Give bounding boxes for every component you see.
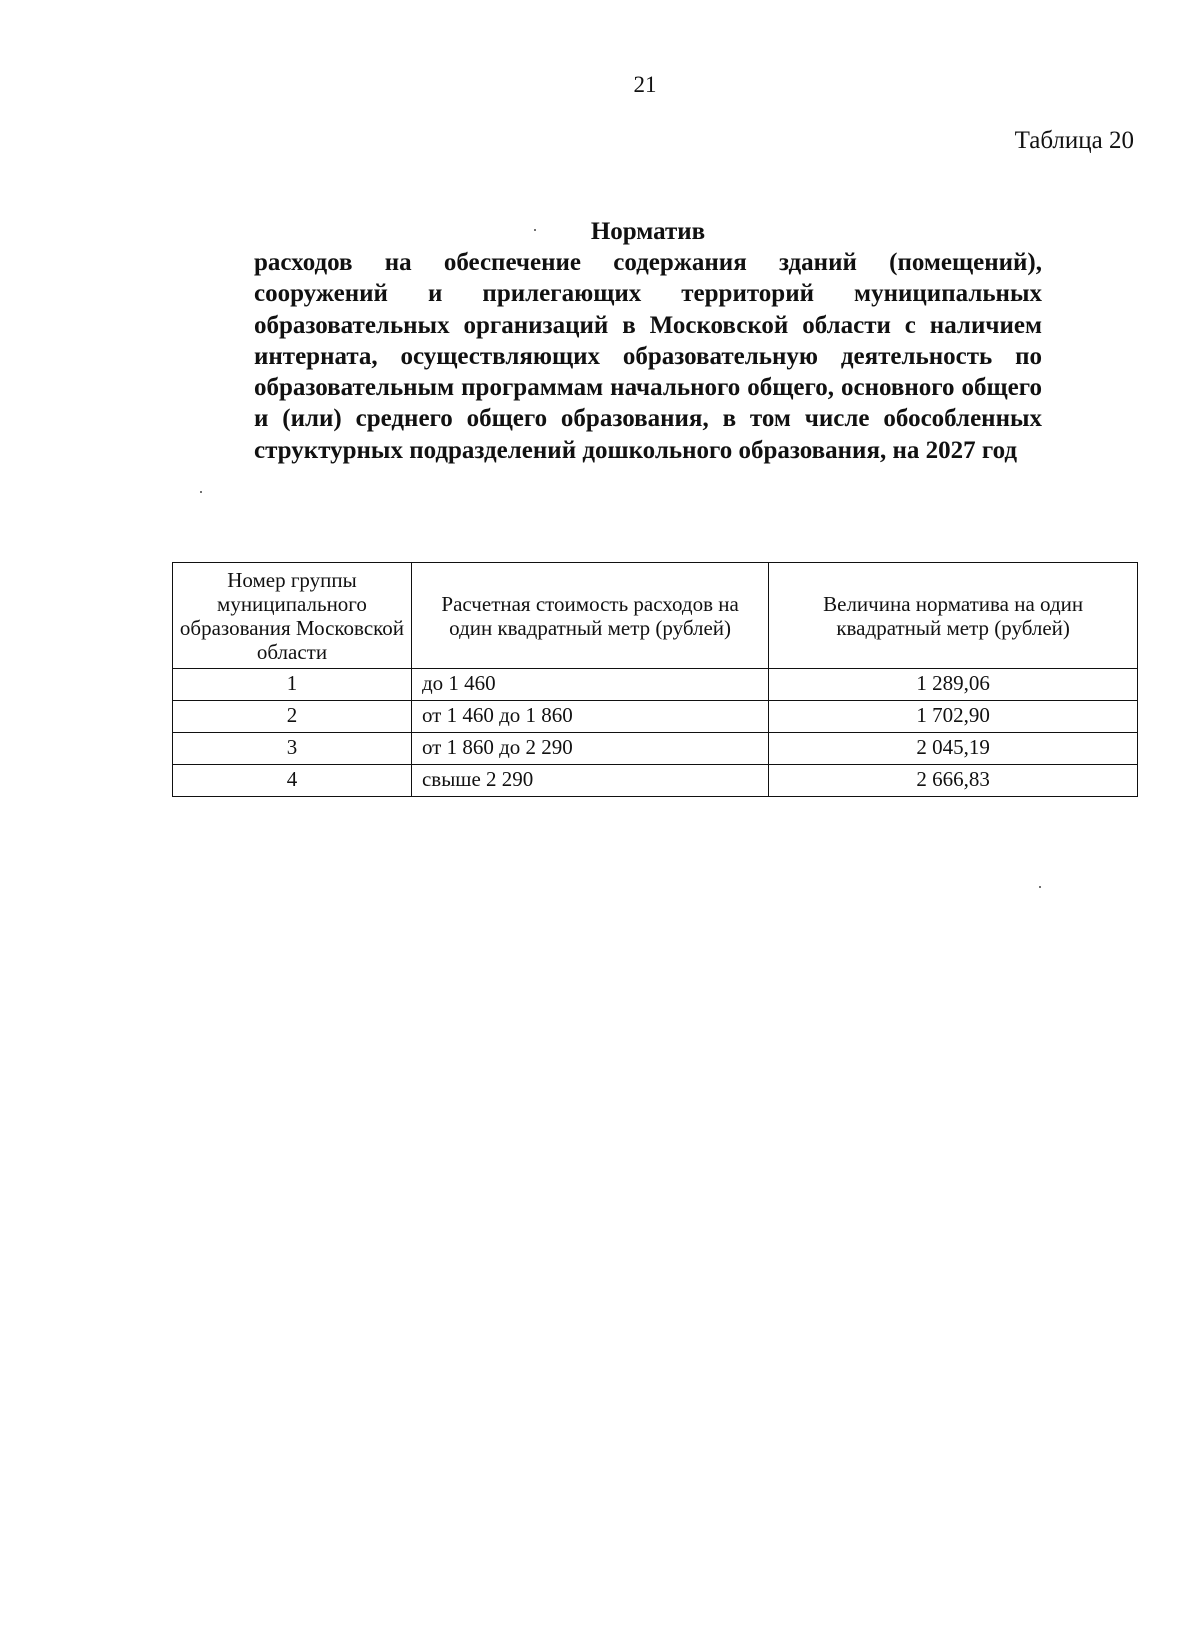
cell-cost: до 1 460 <box>411 669 768 701</box>
scan-speck <box>1039 886 1041 888</box>
document-title: Норматив <box>590 218 706 245</box>
table-row <box>173 733 1138 765</box>
cell-cost: свыше 2 290 <box>411 765 768 797</box>
scan-speck <box>200 491 202 493</box>
cell-cost: от 1 460 до 1 860 <box>411 701 768 733</box>
cell-group: 4 <box>173 765 412 797</box>
header-group-number: Номер группы муниципального образования Московской области <box>173 563 412 669</box>
document-subtitle: расходов на обеспечение содержания зданий (помещений), сооружений и прилегающих территорий муниципальных образовательных организаций в Московской области с наличием интерната, осуществляющих образовательную деятельность по образовательным программам начального общего, основного общего и (или) среднего общего образования, в том числе обособленных структурных подразделений дошкольного образования, на 2027 год <box>254 249 1042 464</box>
table-row <box>173 701 1138 733</box>
table-row <box>173 669 1138 701</box>
header-norm-value: Величина норматива на один квадратный метр (рублей) <box>769 563 1138 669</box>
table-row <box>173 765 1138 797</box>
cell-norm: 1 702,90 <box>769 701 1138 733</box>
cell-norm: 2 666,83 <box>769 765 1138 797</box>
scan-speck <box>534 229 536 231</box>
header-estimated-cost: Расчетная стоимость расходов на один квадратный метр (рублей) <box>411 563 768 669</box>
cell-norm: 1 289,06 <box>769 669 1138 701</box>
cell-cost: от 1 860 до 2 290 <box>411 733 768 765</box>
cell-group: 3 <box>173 733 412 765</box>
table-label: Таблица 20 <box>1014 127 1134 154</box>
cell-norm: 2 045,19 <box>769 733 1138 765</box>
page-number: 21 <box>633 72 657 97</box>
table-header-row <box>173 563 1138 669</box>
cell-group: 2 <box>173 701 412 733</box>
cell-group: 1 <box>173 669 412 701</box>
norm-table <box>172 562 1138 797</box>
